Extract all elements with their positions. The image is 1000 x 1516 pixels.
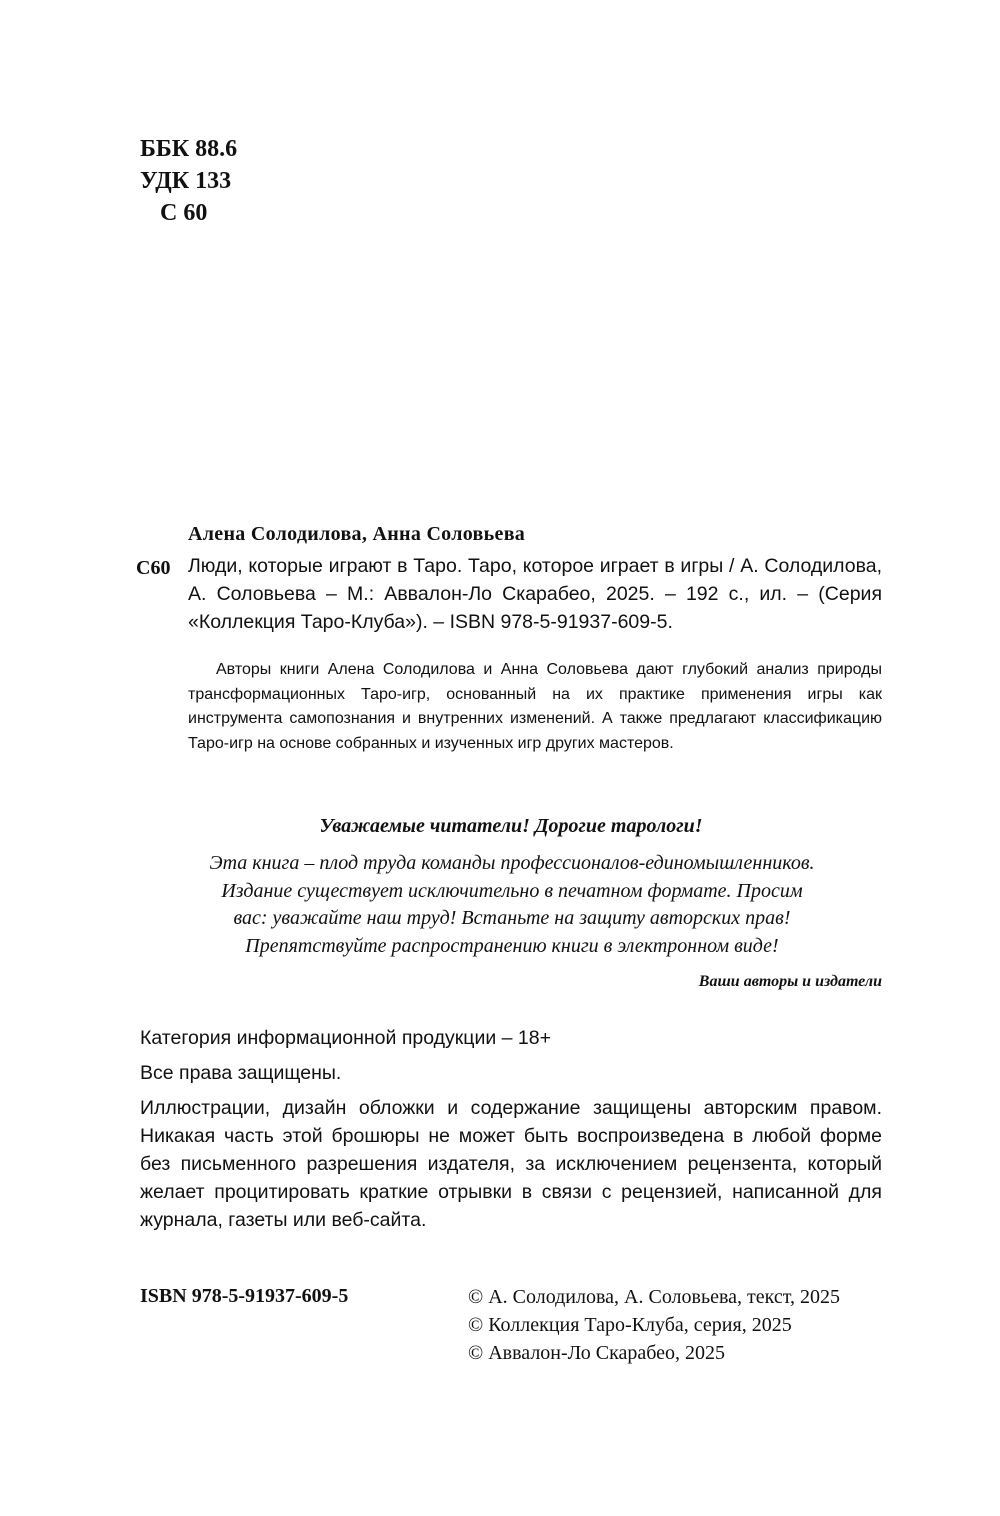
copyright-line: © А. Солодилова, А. Соловьева, текст, 2025 [468,1286,840,1308]
copyright-line: © Аввалон-Ло Скарабео, 2025 [468,1342,726,1364]
all-rights-reserved: Все права защищены. [140,1062,342,1084]
isbn: ISBN 978-5-91937-609-5 [140,1285,349,1307]
appeal-line: Эта книга – плод труда команды профессионалов-единомышленников. [209,852,815,874]
author-sign: С 60 [160,200,208,226]
rights-text: Иллюстрации, дизайн обложки и содержание защищены авторским правом. Никакая часть этой брошюры не может быть воспроизведена в любой форме без письменного разрешения издателя, за исключением рецензента, который желает процитировать краткие отрывки в связи с рецензией, написанной для журнала, газеты или веб-сайта. [140,1097,882,1231]
bbk-index: ББК 88.6 [140,136,238,162]
appeal-body [132,850,892,960]
catalog-annotation: Авторы книги Алена Солодилова и Анна Соловьева дают глубокий анализ природы трансформационных Таро-игр, основанный на их практике применения игры как инструмента самопознания и внутренних изменений. А также предлагают классификацию Таро-игр на основе собранных и изученных игр других мастеров. [188,661,882,752]
catalog-code: С60 [136,557,171,579]
copyright-line: © Коллекция Таро-Клуба, серия, 2025 [468,1314,792,1336]
catalog-description: Люди, которые играют в Таро. Таро, которое играет в игры / А. Солодилова, А. Соловьева – М.: Аввалон-Ло Скарабео, 2025. – 192 с., ил. – (Серия «Коллекция Таро-Клуба»). – ISBN 978-5-91937-609-5. [188,555,882,633]
catalog-authors: Алена Солодилова, Анна Соловьева [188,523,526,545]
appeal-line: вас: уважайте наш труд! Встаньте на защиту авторских прав! [233,907,791,929]
udk-index: УДК 133 [140,168,232,194]
copyright-list [468,1283,840,1367]
appeal-line: Издание существует исключительно в печатном формате. Просим [221,879,803,902]
content-category: Категория информационной продукции – 18+ [140,1027,552,1049]
appeal-signature: Ваши авторы и издатели [698,973,882,990]
appeal-line: Препятствуйте распространению книги в электронном виде! [245,934,779,957]
appeal-title: Уважаемые читатели! Дорогие тарологи! [319,815,703,837]
